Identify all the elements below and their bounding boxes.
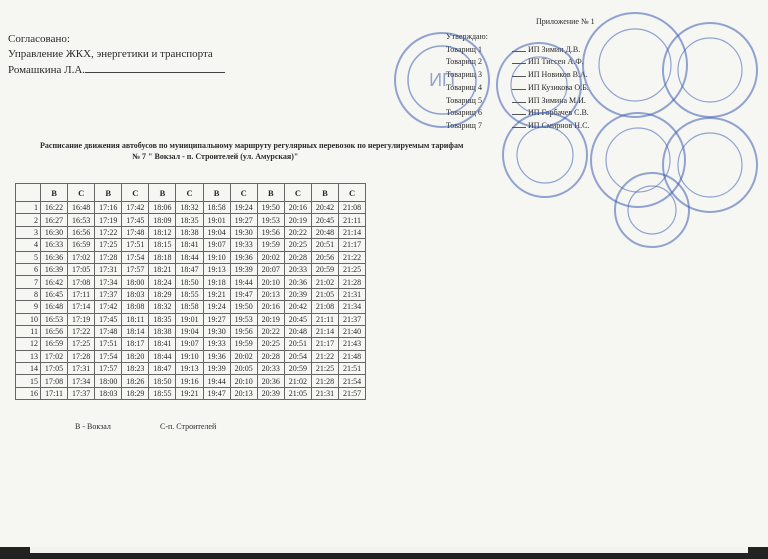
approval-party-name: ИП Зимина М.И. bbox=[528, 95, 586, 105]
departure-time: 20:28 bbox=[257, 350, 284, 362]
departure-time: 19:50 bbox=[230, 301, 257, 313]
departure-time: 20:42 bbox=[311, 202, 338, 214]
departure-time: 20:10 bbox=[230, 375, 257, 387]
departure-time: 17:05 bbox=[68, 263, 95, 275]
departure-time: 18:38 bbox=[176, 226, 203, 238]
agreed-label: Согласовано: bbox=[8, 33, 70, 45]
approval-party-name: ИП Зимин Д.В. bbox=[528, 44, 581, 54]
departure-time: 20:05 bbox=[230, 363, 257, 375]
departure-time: 21:31 bbox=[339, 288, 366, 300]
approval-party-number: Товарищ 3 bbox=[446, 70, 482, 80]
departure-time: 17:05 bbox=[41, 363, 68, 375]
departure-time: 17:54 bbox=[95, 350, 122, 362]
departure-time: 18:20 bbox=[122, 350, 149, 362]
column-header: В bbox=[149, 184, 176, 202]
departure-time: 19:30 bbox=[203, 325, 230, 337]
departure-time: 21:28 bbox=[311, 375, 338, 387]
table-row bbox=[16, 363, 366, 375]
departure-time: 21:57 bbox=[339, 387, 366, 399]
departure-time: 19:59 bbox=[257, 239, 284, 251]
departure-time: 20:51 bbox=[311, 239, 338, 251]
departure-time: 18:21 bbox=[149, 263, 176, 275]
departure-time: 20:16 bbox=[257, 301, 284, 313]
departure-time: 18:32 bbox=[149, 301, 176, 313]
departure-time: 18:38 bbox=[149, 325, 176, 337]
column-header: С bbox=[284, 184, 311, 202]
departure-time: 17:37 bbox=[68, 387, 95, 399]
departure-time: 20:16 bbox=[284, 202, 311, 214]
row-number: 9 bbox=[16, 301, 41, 313]
approval-party-number: Товарищ 6 bbox=[446, 108, 482, 118]
departure-time: 18:08 bbox=[122, 301, 149, 313]
departure-time: 20:33 bbox=[257, 363, 284, 375]
approval-party-name: ИП Горбачев С.В. bbox=[528, 108, 589, 118]
table-row bbox=[16, 338, 366, 350]
departure-time: 19:01 bbox=[176, 313, 203, 325]
departure-time: 21:17 bbox=[339, 239, 366, 251]
departure-time: 18:06 bbox=[149, 202, 176, 214]
departure-time: 16:22 bbox=[41, 202, 68, 214]
table-row bbox=[16, 276, 366, 288]
round-stamp-1 bbox=[392, 30, 492, 130]
column-header: С bbox=[68, 184, 95, 202]
table-row bbox=[16, 263, 366, 275]
table-row bbox=[16, 226, 366, 238]
departure-time: 17:25 bbox=[68, 338, 95, 350]
schedule-table bbox=[15, 183, 366, 400]
departure-time: 20:56 bbox=[311, 251, 338, 263]
departure-time: 19:44 bbox=[230, 276, 257, 288]
departure-time: 16:56 bbox=[41, 325, 68, 337]
departure-time: 21:02 bbox=[311, 276, 338, 288]
departure-time: 20:22 bbox=[257, 325, 284, 337]
departure-time: 18:17 bbox=[122, 338, 149, 350]
departure-time: 19:56 bbox=[257, 226, 284, 238]
row-number: 2 bbox=[16, 214, 41, 226]
departure-time: 21:22 bbox=[339, 251, 366, 263]
departure-time: 17:11 bbox=[41, 387, 68, 399]
departure-time: 18:41 bbox=[149, 338, 176, 350]
departure-time: 17:48 bbox=[122, 226, 149, 238]
row-number: 16 bbox=[16, 387, 41, 399]
departure-time: 18:47 bbox=[176, 263, 203, 275]
departure-time: 20:33 bbox=[284, 263, 311, 275]
departure-time: 20:54 bbox=[284, 350, 311, 362]
departure-time: 19:13 bbox=[176, 363, 203, 375]
departure-time: 20:45 bbox=[284, 313, 311, 325]
signer-name: Ромашкина Л.А. bbox=[8, 64, 86, 76]
departure-time: 21:14 bbox=[311, 325, 338, 337]
column-header: В bbox=[311, 184, 338, 202]
departure-time: 20:10 bbox=[257, 276, 284, 288]
departure-time: 18:55 bbox=[176, 288, 203, 300]
departure-time: 19:16 bbox=[176, 375, 203, 387]
departure-time: 17:45 bbox=[95, 313, 122, 325]
round-stamp-5 bbox=[500, 110, 590, 200]
row-number: 1 bbox=[16, 202, 41, 214]
departure-time: 18:26 bbox=[122, 375, 149, 387]
departure-time: 16:30 bbox=[41, 226, 68, 238]
svg-text:ИП: ИП bbox=[429, 70, 455, 90]
departure-time: 16:27 bbox=[41, 214, 68, 226]
table-row bbox=[16, 301, 366, 313]
departure-time: 18:32 bbox=[176, 202, 203, 214]
legend-stroiteley: С-п. Строителей bbox=[160, 422, 217, 431]
departure-time: 20:51 bbox=[284, 338, 311, 350]
departure-time: 18:44 bbox=[149, 350, 176, 362]
departure-time: 18:09 bbox=[149, 214, 176, 226]
departure-time: 18:18 bbox=[149, 251, 176, 263]
row-number: 14 bbox=[16, 363, 41, 375]
departure-time: 21:34 bbox=[339, 301, 366, 313]
departure-time: 20:36 bbox=[257, 375, 284, 387]
departure-time: 17:34 bbox=[68, 375, 95, 387]
column-header: С bbox=[339, 184, 366, 202]
departure-time: 17:31 bbox=[68, 363, 95, 375]
departure-time: 17:51 bbox=[122, 239, 149, 251]
departure-time: 21:43 bbox=[339, 338, 366, 350]
table-row bbox=[16, 214, 366, 226]
approval-party-number: Товарищ 7 bbox=[446, 120, 482, 130]
departure-time: 20:59 bbox=[284, 363, 311, 375]
row-number: 10 bbox=[16, 313, 41, 325]
departure-time: 18:44 bbox=[176, 251, 203, 263]
departure-time: 19:47 bbox=[230, 288, 257, 300]
departure-time: 19:21 bbox=[203, 288, 230, 300]
departure-time: 16:48 bbox=[68, 202, 95, 214]
departure-time: 20:13 bbox=[230, 387, 257, 399]
departure-time: 20:48 bbox=[311, 226, 338, 238]
departure-time: 20:59 bbox=[311, 263, 338, 275]
table-row bbox=[16, 387, 366, 399]
departure-time: 21:37 bbox=[339, 313, 366, 325]
departure-time: 17:22 bbox=[95, 226, 122, 238]
schedule-title bbox=[40, 140, 463, 162]
column-header: В bbox=[203, 184, 230, 202]
table-row bbox=[16, 350, 366, 362]
departure-time: 17:42 bbox=[95, 301, 122, 313]
departure-time: 21:40 bbox=[339, 325, 366, 337]
scan-border bbox=[0, 547, 768, 559]
departure-time: 19:10 bbox=[203, 251, 230, 263]
departure-time: 16:36 bbox=[41, 251, 68, 263]
departure-time: 21:14 bbox=[339, 226, 366, 238]
departure-time: 18:03 bbox=[95, 387, 122, 399]
departure-time: 17:02 bbox=[68, 251, 95, 263]
departure-time: 18:35 bbox=[176, 214, 203, 226]
departure-time: 20:13 bbox=[257, 288, 284, 300]
departure-time: 18:00 bbox=[122, 276, 149, 288]
row-number: 8 bbox=[16, 288, 41, 300]
departure-time: 21:11 bbox=[311, 313, 338, 325]
row-number: 11 bbox=[16, 325, 41, 337]
departure-time: 16:53 bbox=[68, 214, 95, 226]
row-number: 4 bbox=[16, 239, 41, 251]
departure-time: 17:02 bbox=[41, 350, 68, 362]
approval-party-number: Товарищ 1 bbox=[446, 44, 482, 54]
departure-time: 21:05 bbox=[311, 288, 338, 300]
departure-time: 17:31 bbox=[95, 263, 122, 275]
departure-time: 19:53 bbox=[230, 313, 257, 325]
departure-time: 19:33 bbox=[230, 239, 257, 251]
departure-time: 20:19 bbox=[284, 214, 311, 226]
departure-time: 17:37 bbox=[95, 288, 122, 300]
departure-time: 20:25 bbox=[284, 239, 311, 251]
departure-time: 17:19 bbox=[95, 214, 122, 226]
departure-time: 18:55 bbox=[149, 387, 176, 399]
departure-time: 17:22 bbox=[68, 325, 95, 337]
column-header: В bbox=[95, 184, 122, 202]
row-number: 15 bbox=[16, 375, 41, 387]
row-number: 12 bbox=[16, 338, 41, 350]
departure-time: 17:45 bbox=[122, 214, 149, 226]
title-line-2: № 7 " Вокзал - п. Строителей (ул. Амурская)" bbox=[132, 152, 299, 161]
departure-time: 19:07 bbox=[176, 338, 203, 350]
departure-time: 19:21 bbox=[176, 387, 203, 399]
departure-time: 19:18 bbox=[203, 276, 230, 288]
departure-time: 18:11 bbox=[122, 313, 149, 325]
departure-time: 17:28 bbox=[68, 350, 95, 362]
departure-time: 19:27 bbox=[230, 214, 257, 226]
table-row bbox=[16, 313, 366, 325]
departure-time: 18:24 bbox=[149, 276, 176, 288]
round-stamp-8 bbox=[612, 170, 692, 250]
departure-time: 16:59 bbox=[41, 338, 68, 350]
departure-time: 17:19 bbox=[68, 313, 95, 325]
departure-time: 21:48 bbox=[339, 350, 366, 362]
departure-time: 20:25 bbox=[257, 338, 284, 350]
approval-party-name: ИП Тиссен А.Ф. bbox=[528, 57, 584, 67]
departure-time: 17:08 bbox=[68, 276, 95, 288]
legend-vokzal: В - Вокзал bbox=[75, 422, 111, 431]
departure-time: 19:33 bbox=[203, 338, 230, 350]
departure-time: 19:53 bbox=[257, 214, 284, 226]
departure-time: 18:47 bbox=[149, 363, 176, 375]
departure-time: 16:56 bbox=[68, 226, 95, 238]
departure-time: 17:25 bbox=[95, 239, 122, 251]
departure-time: 21:02 bbox=[284, 375, 311, 387]
departure-time: 21:28 bbox=[339, 276, 366, 288]
departure-time: 16:48 bbox=[41, 301, 68, 313]
signature-line bbox=[85, 62, 225, 73]
departure-time: 17:34 bbox=[95, 276, 122, 288]
table-row bbox=[16, 202, 366, 214]
departure-time: 16:53 bbox=[41, 313, 68, 325]
table-row bbox=[16, 251, 366, 263]
departure-time: 21:08 bbox=[311, 301, 338, 313]
departure-time: 19:47 bbox=[203, 387, 230, 399]
departure-time: 18:12 bbox=[149, 226, 176, 238]
department-name: Управление ЖКХ, энергетики и транспорта bbox=[8, 48, 213, 60]
column-header: В bbox=[41, 184, 68, 202]
departure-time: 19:10 bbox=[176, 350, 203, 362]
departure-time: 17:28 bbox=[95, 251, 122, 263]
departure-time: 19:36 bbox=[203, 350, 230, 362]
approval-party-number: Товарищ 2 bbox=[446, 57, 482, 67]
departure-time: 16:59 bbox=[68, 239, 95, 251]
departure-time: 20:19 bbox=[257, 313, 284, 325]
departure-time: 17:57 bbox=[95, 363, 122, 375]
row-number: 3 bbox=[16, 226, 41, 238]
departure-time: 18:35 bbox=[149, 313, 176, 325]
departure-time: 19:13 bbox=[203, 263, 230, 275]
approval-party-name: ИП Новиков В.А. bbox=[528, 70, 588, 80]
departure-time: 21:17 bbox=[311, 338, 338, 350]
column-header: С bbox=[230, 184, 257, 202]
departure-time: 19:50 bbox=[257, 202, 284, 214]
column-header: С bbox=[122, 184, 149, 202]
departure-time: 16:39 bbox=[41, 263, 68, 275]
row-number: 5 bbox=[16, 251, 41, 263]
departure-time: 19:30 bbox=[230, 226, 257, 238]
departure-time: 17:51 bbox=[95, 338, 122, 350]
column-header: В bbox=[257, 184, 284, 202]
agreement-block bbox=[8, 32, 225, 78]
departure-time: 20:36 bbox=[284, 276, 311, 288]
departure-time: 20:42 bbox=[284, 301, 311, 313]
row-number: 6 bbox=[16, 263, 41, 275]
departure-time: 18:03 bbox=[122, 288, 149, 300]
departure-time: 17:16 bbox=[95, 202, 122, 214]
departure-time: 17:08 bbox=[41, 375, 68, 387]
departure-time: 20:02 bbox=[230, 350, 257, 362]
departure-time: 20:07 bbox=[257, 263, 284, 275]
departure-time: 18:00 bbox=[95, 375, 122, 387]
departure-time: 21:22 bbox=[311, 350, 338, 362]
departure-time: 19:24 bbox=[203, 301, 230, 313]
departure-time: 21:11 bbox=[339, 214, 366, 226]
title-line-1: Расписание движения автобусов по муниципальному маршруту регулярных перевозок по нерегулируемым тарифам bbox=[40, 141, 464, 150]
departure-time: 18:23 bbox=[122, 363, 149, 375]
departure-time: 18:58 bbox=[176, 301, 203, 313]
departure-time: 19:01 bbox=[203, 214, 230, 226]
row-number: 13 bbox=[16, 350, 41, 362]
departure-time: 19:04 bbox=[176, 325, 203, 337]
departure-time: 16:33 bbox=[41, 239, 68, 251]
departure-time: 18:58 bbox=[203, 202, 230, 214]
departure-time: 21:25 bbox=[311, 363, 338, 375]
departure-time: 21:51 bbox=[339, 363, 366, 375]
departure-time: 18:15 bbox=[149, 239, 176, 251]
table-header-row bbox=[16, 184, 366, 202]
departure-time: 17:14 bbox=[68, 301, 95, 313]
departure-time: 21:54 bbox=[339, 375, 366, 387]
table-row bbox=[16, 325, 366, 337]
departure-time: 19:24 bbox=[230, 202, 257, 214]
departure-time: 16:42 bbox=[41, 276, 68, 288]
row-number: 7 bbox=[16, 276, 41, 288]
departure-time: 17:57 bbox=[122, 263, 149, 275]
approval-title: Утверждаю: bbox=[446, 32, 488, 41]
departure-time: 18:29 bbox=[122, 387, 149, 399]
column-header: С bbox=[176, 184, 203, 202]
departure-time: 19:56 bbox=[230, 325, 257, 337]
departure-time: 20:22 bbox=[284, 226, 311, 238]
departure-time: 20:39 bbox=[257, 387, 284, 399]
appendix-label: Приложение № 1 bbox=[536, 17, 595, 26]
departure-time: 20:02 bbox=[257, 251, 284, 263]
departure-time: 18:50 bbox=[149, 375, 176, 387]
approval-party-number: Товарищ 5 bbox=[446, 95, 482, 105]
departure-time: 21:31 bbox=[311, 387, 338, 399]
departure-time: 18:29 bbox=[149, 288, 176, 300]
departure-time: 19:39 bbox=[230, 263, 257, 275]
departure-time: 19:44 bbox=[203, 375, 230, 387]
departure-time: 18:14 bbox=[122, 325, 149, 337]
departure-time: 17:48 bbox=[95, 325, 122, 337]
table-row bbox=[16, 375, 366, 387]
departure-time: 20:45 bbox=[311, 214, 338, 226]
departure-time: 16:45 bbox=[41, 288, 68, 300]
approval-party-number: Товарищ 4 bbox=[446, 82, 482, 92]
header-corner bbox=[16, 184, 41, 202]
approval-party-name: ИП Кузикова О.Б. bbox=[528, 82, 589, 92]
departure-time: 19:04 bbox=[203, 226, 230, 238]
approval-party-name: ИП Смирнов Н.С. bbox=[528, 120, 590, 130]
departure-time: 19:27 bbox=[203, 313, 230, 325]
departure-time: 20:48 bbox=[284, 325, 311, 337]
departure-time: 20:28 bbox=[284, 251, 311, 263]
departure-time: 18:50 bbox=[176, 276, 203, 288]
departure-time: 19:36 bbox=[230, 251, 257, 263]
departure-time: 17:54 bbox=[122, 251, 149, 263]
departure-time: 17:11 bbox=[68, 288, 95, 300]
departure-time: 21:05 bbox=[284, 387, 311, 399]
departure-time: 21:25 bbox=[339, 263, 366, 275]
departure-time: 19:39 bbox=[203, 363, 230, 375]
table-row bbox=[16, 288, 366, 300]
round-stamp-4 bbox=[660, 20, 760, 120]
departure-time: 17:42 bbox=[122, 202, 149, 214]
departure-time: 20:39 bbox=[284, 288, 311, 300]
departure-time: 21:08 bbox=[339, 202, 366, 214]
departure-time: 19:07 bbox=[203, 239, 230, 251]
departure-time: 18:41 bbox=[176, 239, 203, 251]
table-row bbox=[16, 239, 366, 251]
departure-time: 19:59 bbox=[230, 338, 257, 350]
signer-line bbox=[8, 62, 225, 78]
